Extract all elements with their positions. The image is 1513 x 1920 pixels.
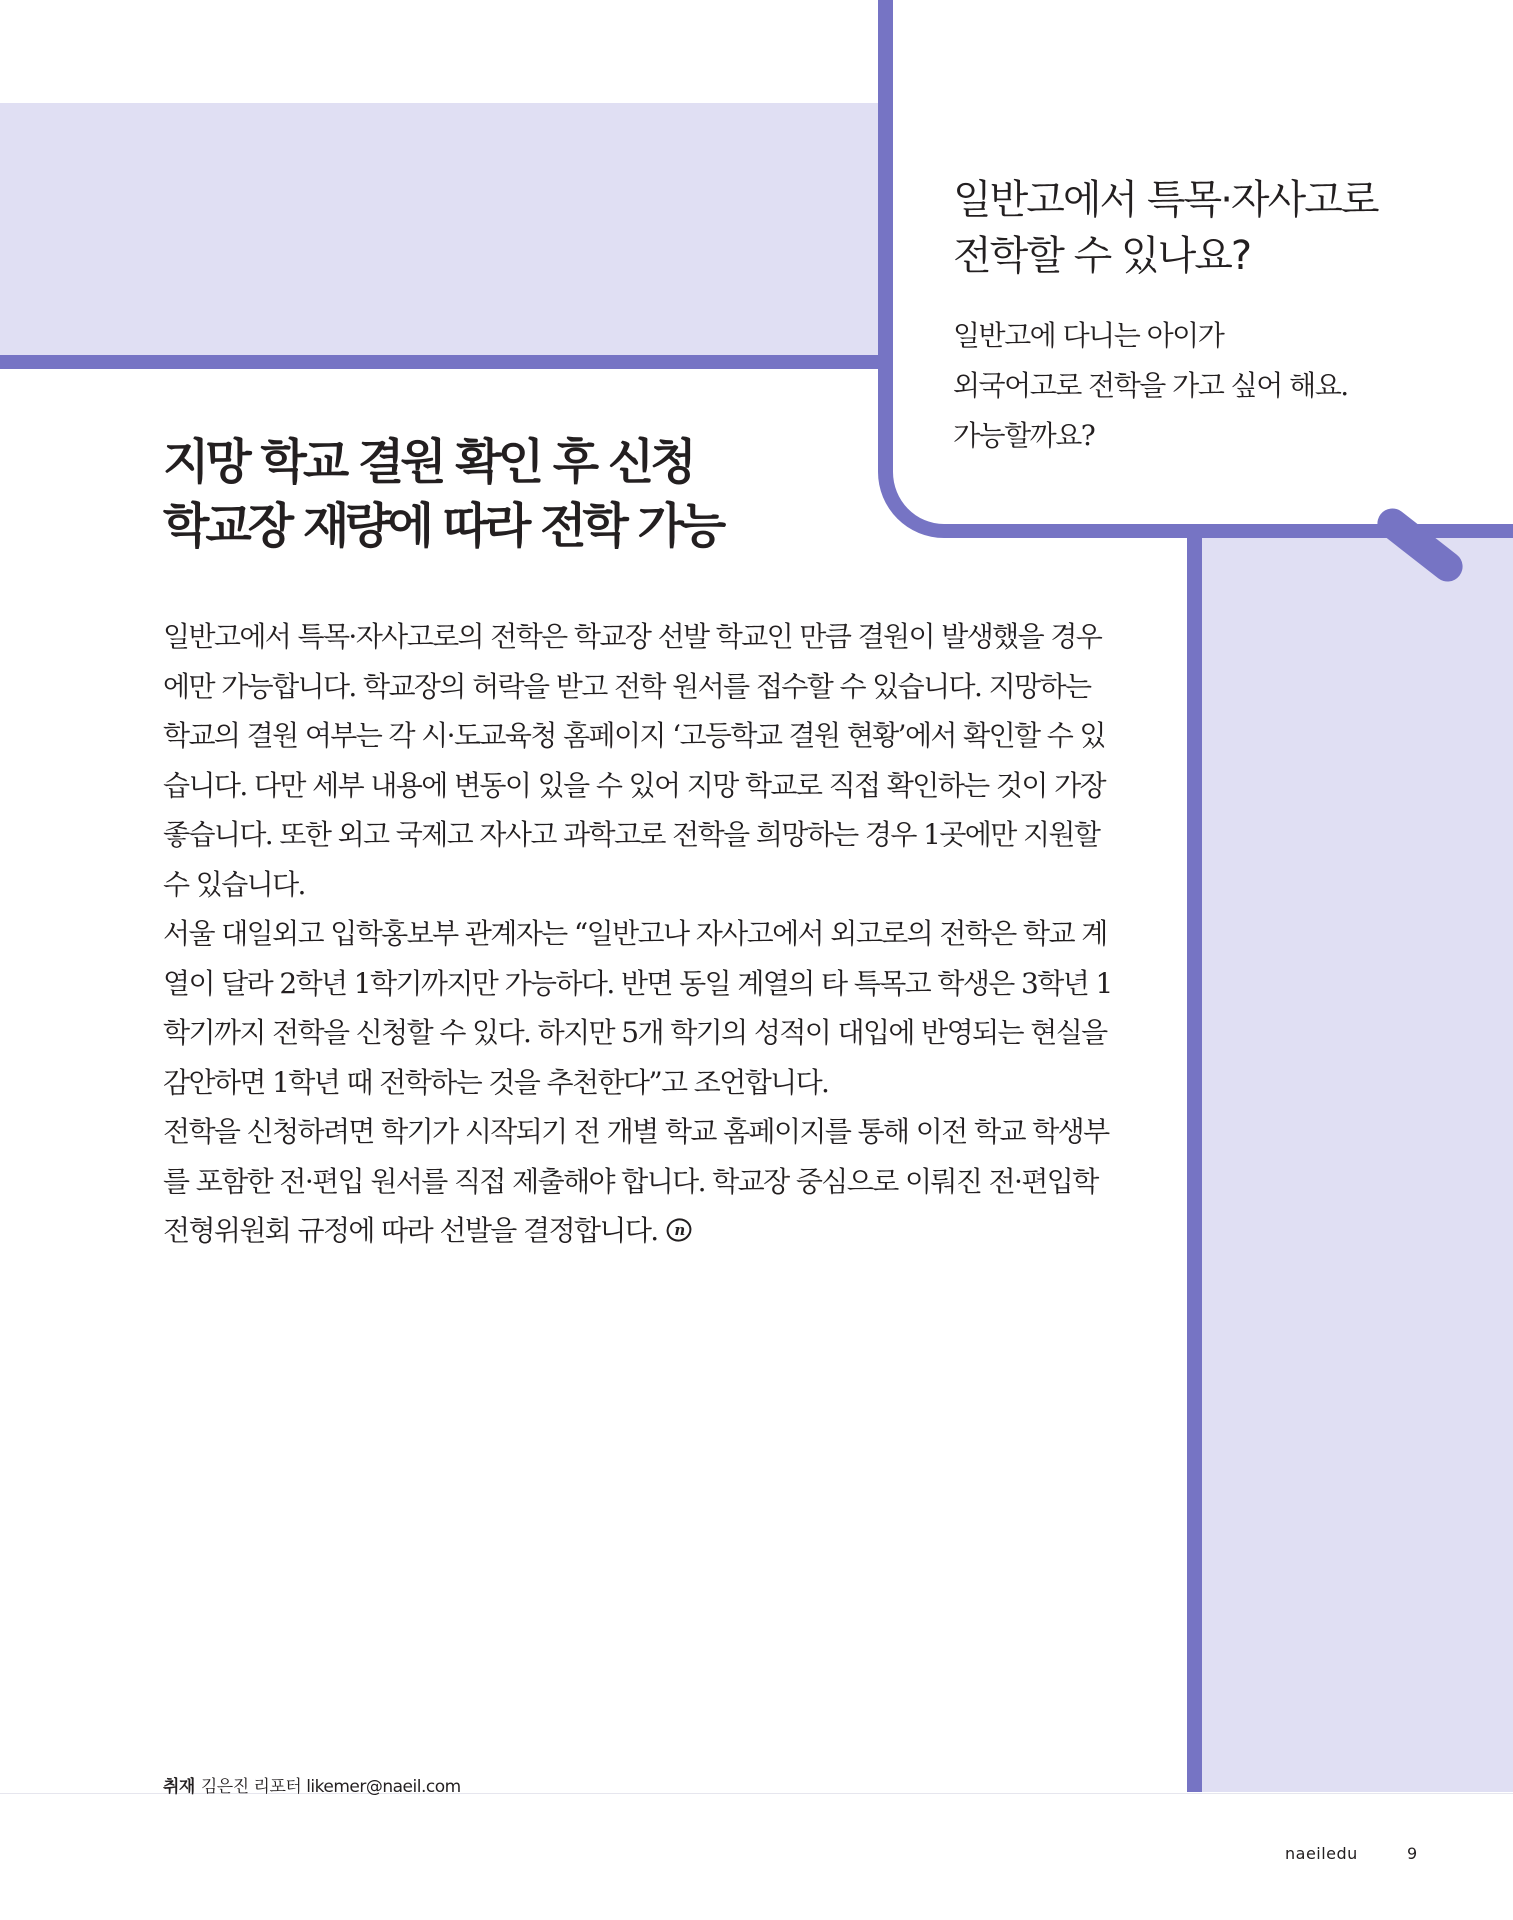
body-paragraph-last (163, 1107, 1123, 1256)
top-divider-bar (0, 355, 880, 369)
article-body (163, 612, 1123, 1256)
credit-label: 취재 (163, 1777, 195, 1797)
footer-brand: naeiledu (1285, 1844, 1358, 1863)
question-text-line: 일반고에 다니는 아이가 (953, 319, 1224, 352)
headline-line: 지망 학교 결원 확인 후 신청 (163, 434, 693, 490)
right-lavender-panel (1201, 538, 1513, 1792)
end-mark-letter: n (673, 1221, 684, 1239)
top-lavender-band (0, 103, 880, 355)
question-text-line: 외국어고로 전학을 가고 싶어 해요. (953, 369, 1348, 402)
end-mark-logo-icon (666, 1217, 692, 1243)
question-box-bottom-border (995, 524, 1513, 538)
headline-line: 학교장 재량에 따라 전학 가능 (163, 498, 723, 554)
body-paragraph: 일반고에서 특목·자사고로의 전학은 학교장 선발 학교인 만큼 결원이 발생했을 경우에만 가능합니다. 학교장의 허락을 받고 전학 원서를 접수할 수 있습니다. 지망하는 학교의 결원 여부는 각 시·도교육청 홈페이지 ‘고등학교 결원 현황’에서 확인할 수 있습니다. 다만 세부 내용에 변동이 있을 수 있어 지망 학교로 직접 확인하는 것이 가장 좋습니다. 또한 외고 국제고 자사고 과학고로 전학을 희망하는 경우 1곳에만 지원할 수 있습니다. (163, 620, 1105, 901)
body-paragraph: 서울 대일외고 입학홍보부 관계자는 “일반고나 자사고에서 외고로의 전학은 학교 계열이 달라 2학년 1학기까지만 가능하다. 반면 동일 계열의 타 특목고 학생은 3학년 1학기까지 전학을 신청할 수 있다. 하지만 5개 학기의 성적이 대입에 반영되는 현실을 감안하면 1학년 때 전학하는 것을 추천한다”고 조언합니다. (163, 917, 1112, 1099)
question-text (953, 311, 1423, 461)
question-title-line: 일반고에서 특목·자사고로 (953, 177, 1378, 223)
reporter-credit (163, 1772, 461, 1797)
right-panel-border (1187, 538, 1202, 1792)
question-text-line: 가능할까요? (953, 419, 1095, 452)
question-title (953, 172, 1413, 284)
page-number: 9 (1407, 1844, 1418, 1863)
credit-text: 김은진 리포터 likemer@naeil.com (200, 1777, 461, 1797)
question-box-left-border (878, 0, 893, 470)
answer-headline (163, 430, 863, 558)
body-paragraph-text: 전학을 신청하려면 학기가 시작되기 전 개별 학교 홈페이지를 통해 이전 학교 학생부를 포함한 전·편입 원서를 직접 제출해야 합니다. 학교장 중심으로 이뤄진 전·편입학 전형위원회 규정에 따라 선발을 결정합니다. (163, 1115, 1109, 1247)
question-title-line: 전학할 수 있나요? (953, 233, 1251, 279)
